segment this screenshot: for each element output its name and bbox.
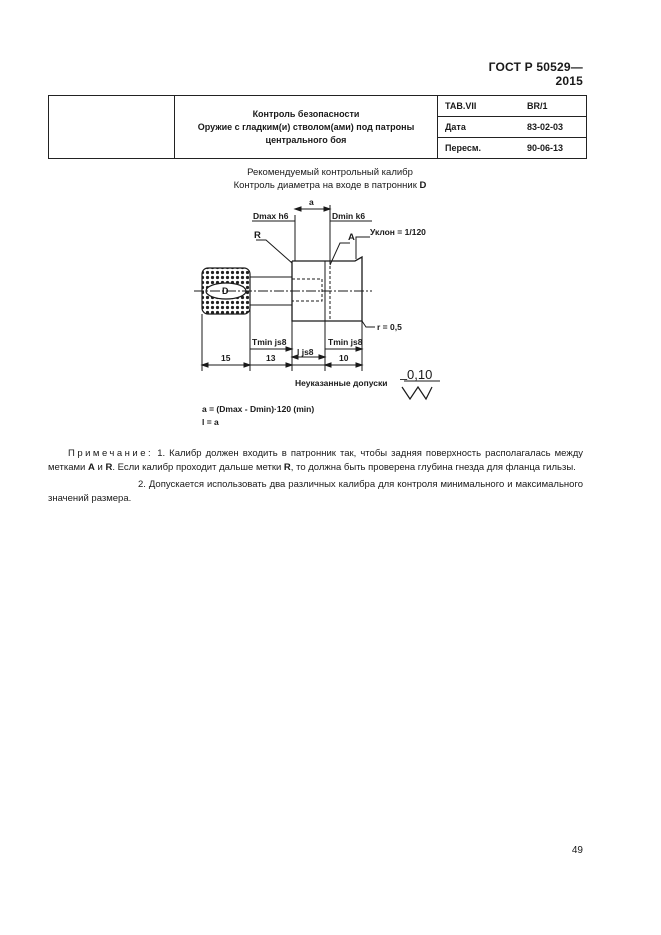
header-title-line3: центрального боя [265,134,347,145]
label-l-js8: l js8 [297,347,314,357]
gauge-body-outline [292,257,362,321]
arrow-l-right [319,355,325,359]
note1-mark-R2: R [283,461,291,473]
formula-l: l = a [202,417,219,427]
inner-bore [292,279,322,301]
tol-dash: – [400,371,408,386]
header-blank-cell [49,96,175,159]
meta-row-tab [438,96,586,117]
label-slope: Уклон = 1/120 [370,227,426,237]
surface-finish-icon [402,387,432,399]
note1-part1: 1. Калибр должен входить в патронник так, чтобы задняя поверхность располагалась между метками [48,448,583,473]
notes-block [48,447,583,505]
label-tolerance: Неуказанные допуски [295,378,388,388]
note1-mark-A: A [87,461,95,473]
leader-A [330,243,350,265]
meta-value: BR/1 [527,101,548,111]
label-a: a [309,197,314,207]
meta-key: ТАВ.VII [445,101,477,111]
label-tmin-right: Tmin js8 [328,337,363,347]
note1-part2: . Если калибр проходит дальше метки [112,461,284,473]
note1-part3: , то должна быть проверена глубина гнезда для фланца гильзы. [290,461,576,473]
header-meta-cell [438,96,587,159]
note-1 [48,447,583,474]
note1-and: и [94,461,106,473]
label-radius: r = 0,5 [377,322,402,332]
meta-key: Дата [445,122,466,132]
meta-row-date [438,117,586,138]
gauge-drawing [180,195,450,435]
header-table [48,95,587,159]
label-tolerance-value: 0,10 [407,367,433,382]
meta-value: 90-06-13 [527,143,564,153]
dim-a-arrow-right [324,207,330,211]
arrow-13-right [286,363,292,367]
meta-row-revised [438,138,586,158]
caption-line2-bold: D [419,180,427,191]
arrow-10-right [356,363,362,367]
label-R: R [254,230,261,241]
figure-caption [160,166,500,192]
note-2: 2. Допускается использовать два различных калибра для контроля минимального и максимального значений размера. [48,479,583,504]
arrow-tmin-right [356,347,362,351]
leader-R [256,240,292,263]
page-number: 49 [571,845,583,856]
formula-a: a = (Dmax - Dmin)·120 (min) [202,404,315,414]
header-title-line2: Оружие с гладким(и) стволом(ами) под патроны [197,121,415,132]
label-tmin-left: Tmin js8 [252,337,287,347]
header-title-line1: Контроль безопасности [252,108,360,119]
label-dim-13: 13 [266,353,276,363]
dim-a-arrow-left [295,207,301,211]
label-A: A [348,232,355,243]
label-dmin: Dmin k6 [332,211,366,221]
header-title-cell [175,96,438,159]
arrow-10-left [325,363,331,367]
arrow-15-right [244,363,250,367]
arrow-15-left [202,363,208,367]
leader-radius [362,321,375,327]
caption-line2 [160,179,500,192]
note1-mark-R: R [105,461,113,473]
label-dim-10: 10 [339,353,349,363]
caption-line1: Рекомендуемый контрольный калибр [247,167,413,178]
arrow-tmin-left [286,347,292,351]
label-D: D [222,286,229,296]
label-dim-15: 15 [221,353,231,363]
meta-key: Пересм. [445,143,482,153]
note-label: Примечание: [68,448,154,459]
leader-slope [356,237,370,259]
caption-line2-text: Контроль диаметра на входе в патронник [233,180,420,191]
standard-number: ГОСТ Р 50529—2015 [488,60,583,88]
label-dmax: Dmax h6 [253,211,289,221]
meta-value: 83-02-03 [527,122,564,132]
